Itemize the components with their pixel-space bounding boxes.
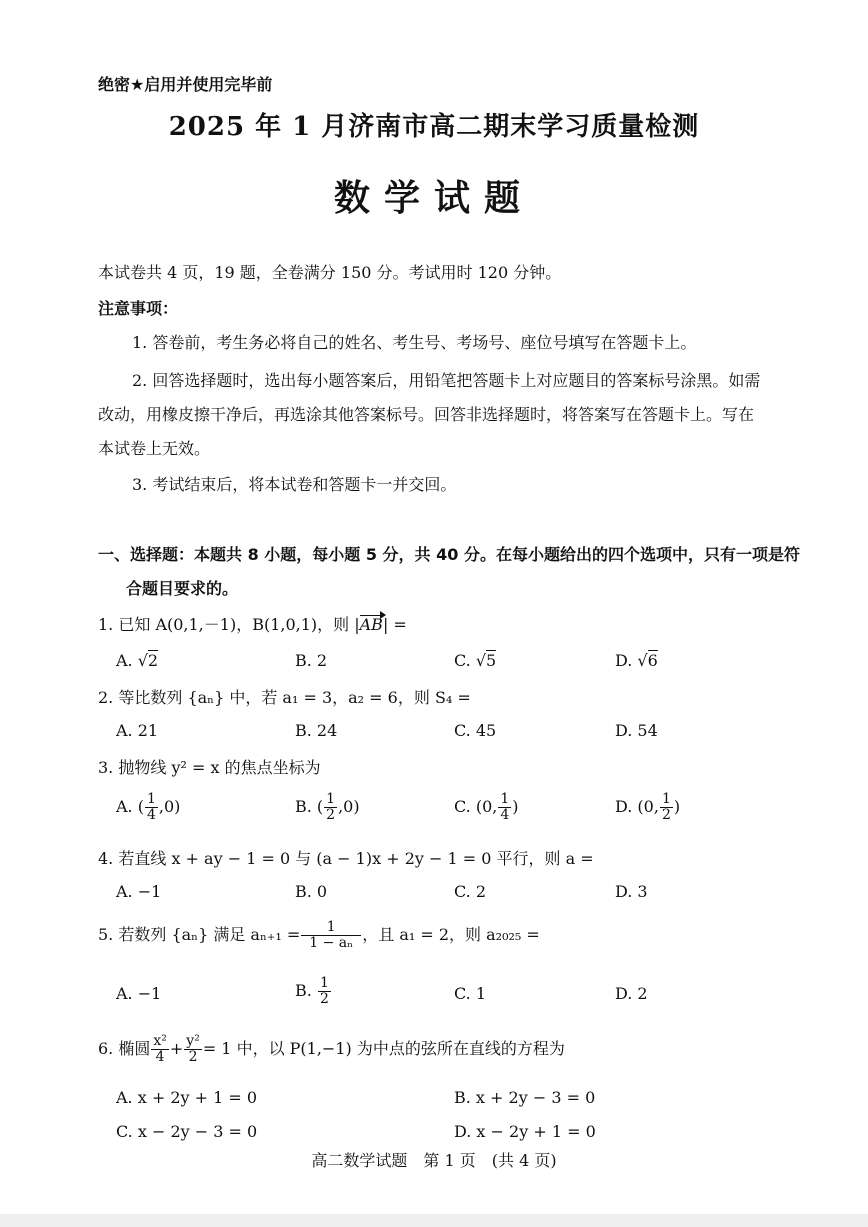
question-3-option-c: C. (0, $\frac{1}{4}$ ) bbox=[454, 791, 519, 823]
section-1-heading-cont: 合题目要求的。 bbox=[126, 579, 239, 598]
question-2-option-b: B. 24 bbox=[295, 721, 338, 740]
exam-overview: 本试卷共 4 页，19 题，全卷满分 150 分。考试用时 120 分钟。 bbox=[98, 263, 562, 282]
note-2-line-2: 改动，用橡皮擦干净后，再选涂其他答案标号。回答非选择题时，将答案写在答题卡上。写在 bbox=[98, 405, 755, 424]
question-5-option-c: C. 1 bbox=[454, 984, 487, 1003]
question-3-option-d: D. (0, $\frac{1}{2}$ ) bbox=[615, 791, 681, 823]
scan-bottom-edge bbox=[0, 1214, 868, 1227]
question-6-option-c: C. x − 2y − 3 = 0 bbox=[116, 1122, 258, 1141]
page-footer: 高二数学试题 第 1 页 (共 4 页) bbox=[311, 1151, 557, 1170]
note-2-line-1: 2. 回答选择题时，选出每小题答案后，用铅笔把答题卡上对应题目的答案标号涂黑。如需 bbox=[132, 371, 761, 390]
question-4-option-c: C. 2 bbox=[454, 882, 487, 901]
question-3-stem: 3. 抛物线 y² = x 的焦点坐标为 bbox=[98, 758, 321, 777]
question-5-option-b: B. $\frac{1}{2}$ bbox=[295, 975, 329, 1007]
question-2-option-d: D. 54 bbox=[615, 721, 658, 740]
question-3-option-b: B. ( $\frac{1}{2}$ ,0) bbox=[295, 791, 360, 823]
note-1: 1. 答卷前，考生务必将自己的姓名、考生号、考场号、座位号填写在答题卡上。 bbox=[132, 333, 697, 352]
question-6-option-d: D. x − 2y + 1 = 0 bbox=[454, 1122, 596, 1141]
question-1-option-a: A. √2 bbox=[116, 651, 159, 670]
question-5-stem: 5. 若数列 {aₙ} 满足 aₙ₊₁ = $\frac{1}{\text{1 − aₙ}}$ ，且 a₁ = 2，则 a₂₀₂₅ = bbox=[98, 919, 540, 951]
question-4-option-a: A. −1 bbox=[116, 882, 162, 901]
notice-heading: 注意事项： bbox=[98, 299, 179, 318]
question-2-option-a: A. 21 bbox=[116, 721, 159, 740]
exam-subtitle: 数学试题 bbox=[333, 178, 534, 219]
question-4-option-d: D. 3 bbox=[615, 882, 648, 901]
question-5-option-d: D. 2 bbox=[615, 984, 648, 1003]
question-1-option-d: D. √6 bbox=[615, 651, 658, 670]
question-3-option-a: A. ( $\frac{1}{4}$ ,0) bbox=[116, 791, 181, 823]
question-4-stem: 4. 若直线 x + ay − 1 = 0 与 (a − 1)x + 2y − 1 = 0 平行，则 a = bbox=[98, 849, 594, 868]
vector-ab: AB bbox=[359, 615, 383, 634]
question-2-option-c: C. 45 bbox=[454, 721, 497, 740]
question-6-option-b: B. x + 2y − 3 = 0 bbox=[454, 1088, 596, 1107]
note-3: 3. 考试结束后，将本试卷和答题卡一并交回。 bbox=[132, 475, 457, 494]
note-2-line-3: 本试卷上无效。 bbox=[98, 439, 211, 458]
section-1-heading: 一、选择题：本题共 8 小题，每小题 5 分，共 40 分。在每小题给出的四个选项中，只有一项是符 bbox=[98, 545, 800, 564]
question-5-option-a: A. −1 bbox=[116, 984, 162, 1003]
question-2-stem: 2. 等比数列 {aₙ} 中，若 a₁ = 3，a₂ = 6，则 S₄ = bbox=[98, 688, 471, 707]
question-1-option-b: B. 2 bbox=[295, 651, 328, 670]
question-6-stem: 6. 椭圆 $\frac{\text{x²}}{4}$ + $\frac{\text{y²}}{2}$ = 1 中，以 P(1,−1) 为中点的弦所在直线的方程为 bbox=[98, 1033, 565, 1065]
question-1-option-c: C. √5 bbox=[454, 651, 497, 670]
exam-title: 2025 年 1 月济南市高二期末学习质量检测 bbox=[168, 112, 700, 142]
confidential-label: 绝密★启用并使用完毕前 bbox=[98, 75, 273, 94]
question-6-option-a: A. x + 2y + 1 = 0 bbox=[116, 1088, 258, 1107]
question-1-stem: 1. 已知 A(0,1,－1)，B(1,0,1)，则 |AB| = bbox=[98, 615, 407, 634]
question-4-option-b: B. 0 bbox=[295, 882, 328, 901]
